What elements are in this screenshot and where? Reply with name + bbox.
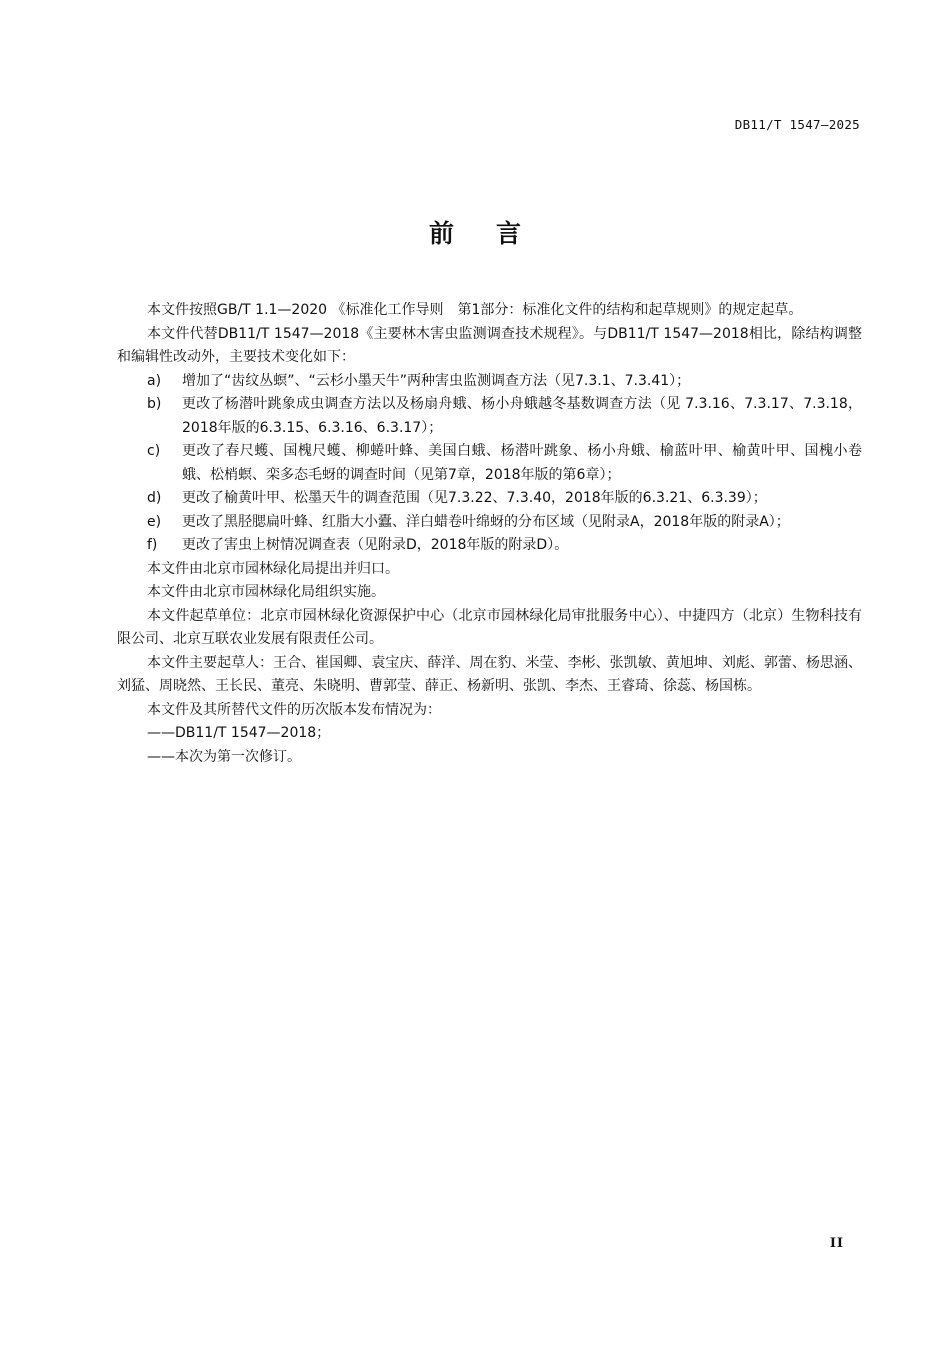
paragraph-replacement: 本文件代替DB11/T 1547—2018《主要林木害虫监测调查技术规程》。与DB11/T 1547—2018相比，除结构调整和编辑性改动外，主要技术变化如下： bbox=[117, 325, 862, 365]
list-text: 更改了害虫上树情况调查表（见附录D，2018年版的附录D）。 bbox=[182, 537, 569, 553]
paragraph-proposer: 本文件由北京市园林绿化局提出并归口。 bbox=[147, 560, 399, 577]
list-item bbox=[117, 487, 862, 511]
document-code: DB11/T 1547—2025 bbox=[734, 117, 860, 132]
list-item bbox=[117, 370, 862, 394]
list-marker: d) bbox=[147, 490, 162, 506]
list-marker: a) bbox=[147, 372, 162, 389]
list-text: 增加了“齿纹丛螟”、“云杉小墨天牛”两种害虫监测调查方法（见7.3.1、7.3.41）； bbox=[182, 372, 691, 389]
page-title: 前言 bbox=[428, 219, 563, 248]
page-number: II bbox=[829, 1236, 844, 1251]
list-item bbox=[117, 440, 862, 487]
foreword-body bbox=[117, 299, 862, 769]
paragraph-drafting-rules: 本文件按照GB/T 1.1—2020 《标准化工作导则 第1部分：标准化文件的结构和起草规则》的规定起草。 bbox=[147, 302, 803, 318]
list-text: 更改了春尺蠖、国槐尺蠖、柳蜷叶蜂、美国白蛾、杨潜叶跳象、杨小舟蛾、榆蓝叶甲、榆黄叶甲、国槐小卷蛾、松梢螟、栾多态毛蚜的调查时间（见第7章，2018年版的第6章）； bbox=[182, 443, 862, 483]
list-marker: e) bbox=[147, 513, 162, 530]
list-item bbox=[117, 534, 862, 558]
paragraph-implementer: 本文件由北京市园林绿化局组织实施。 bbox=[147, 584, 385, 600]
list-text: 更改了杨潜叶跳象成虫调查方法以及杨扇舟蛾、杨小舟蛾越冬基数调查方法（见 7.3.16、7.3.17、7.3.18，2018年版的6.3.15、6.3.16、6.3.17）； bbox=[182, 396, 862, 436]
paragraph-drafters: 本文件主要起草人：王合、崔国卿、袁宝庆、薛洋、周在豹、米莹、李彬、张凯敏、黄旭坤、刘彪、郭蕾、杨思涵、刘猛、周晓然、王长民、董亮、朱晓明、曹郭莹、薛正、杨新明、张凯、李杰、王睿琦、徐蕊、杨国栋。 bbox=[117, 654, 862, 694]
paragraph-version-history: 本文件及其所替代文件的历次版本发布情况为： bbox=[147, 701, 441, 718]
list-marker: f) bbox=[147, 537, 158, 553]
list-text: 更改了黑胫腮扁叶蜂、红脂大小蠹、洋白蜡卷叶绵蚜的分布区域（见附录A，2018年版的附录A）； bbox=[182, 513, 790, 530]
version-entry: ——本次为第一次修订。 bbox=[147, 748, 301, 765]
list-text: 更改了榆黄叶甲、松墨天牛的调查范围（见7.3.22、7.3.40，2018年版的6.3.21、6.3.39）； bbox=[182, 490, 767, 506]
list-item bbox=[117, 393, 862, 440]
list-item bbox=[117, 511, 862, 535]
paragraph-drafting-units: 本文件起草单位：北京市园林绿化资源保护中心（北京市园林绿化局审批服务中心）、中捷四方（北京）生物科技有限公司、北京互联农业发展有限责任公司。 bbox=[117, 607, 862, 647]
list-marker: b) bbox=[147, 396, 162, 412]
version-entry: ——DB11/T 1547—2018； bbox=[147, 725, 331, 741]
list-marker: c) bbox=[147, 443, 161, 459]
